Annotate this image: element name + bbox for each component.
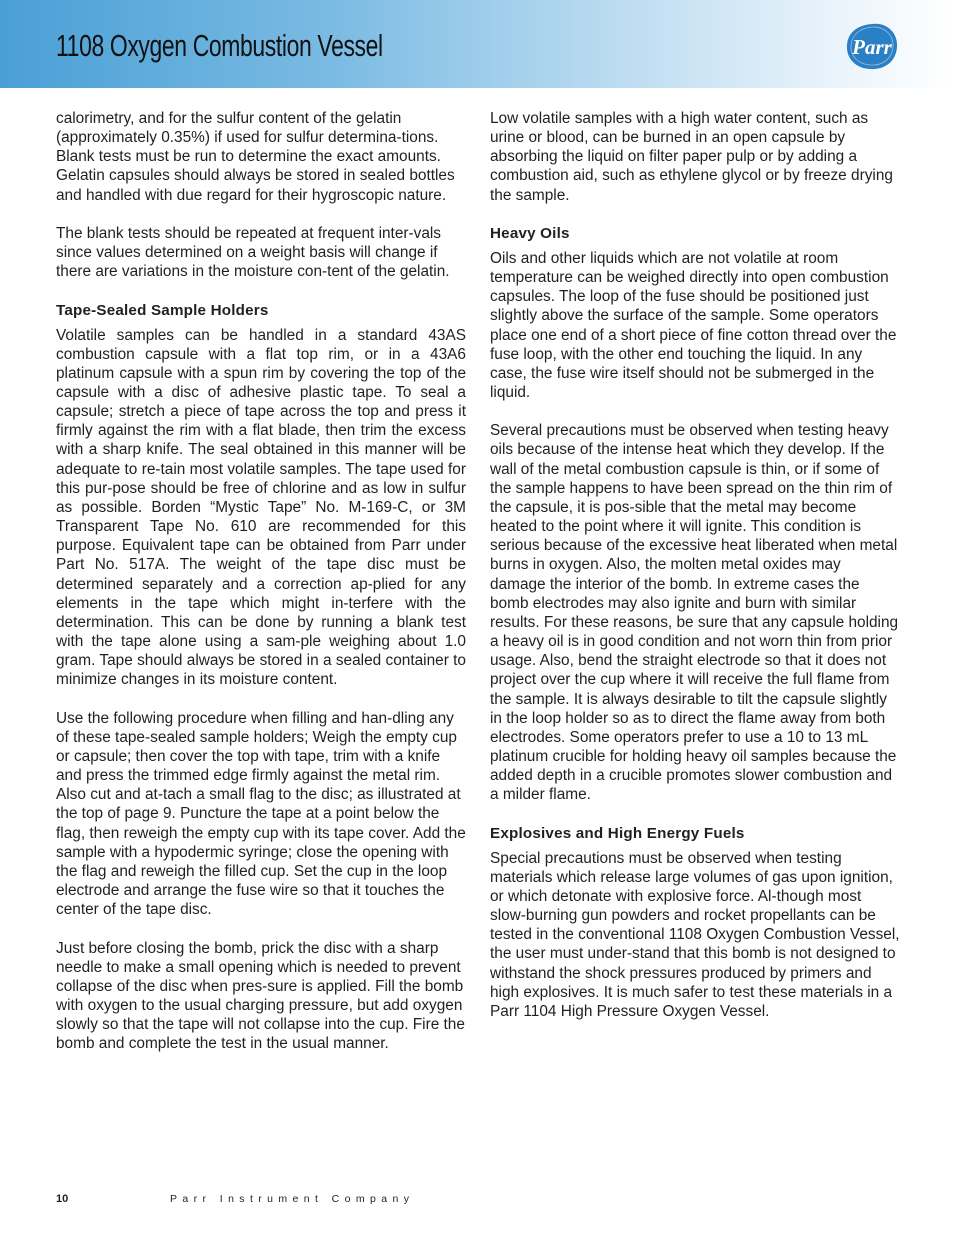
right-column — [490, 109, 900, 1021]
page-number: 10 — [56, 1193, 69, 1205]
paragraph: Just before closing the bomb, prick the disc with a sharp needle to make a small opening which is needed to prevent collapse of the disc when pres-sure is applied. Fill the bomb with oxygen to the usual charging pressure, but add oxygen slowly so that the tape will not collapse into the cup. Fire the bomb and complete the test in the usual manner. — [56, 939, 465, 1053]
paragraph: Special precautions must be observed when testing materials which release large volumes of gas upon ignition, or which detonate with explosive force. Al-though most slow-burning gun powders and rocket propellants can be tested in the conventional 1108 Oxygen Combustion Vessel, the user must under-stand that this bomb is not designed to withstand the shock pressures produced by primers and high explosives. It is much safer to test these materials in a Parr 1104 High Pressure Oxygen Vessel. — [490, 849, 900, 1020]
paragraph: Volatile samples can be handled in a standard 43AS combustion capsule with a flat top rim, or in a 43A6 platinum capsule with a spun rim by covering the top of the capsule with a disc of adhesive plastic tape. To seal a capsule; stretch a piece of tape across the top and press it firmly against the rim with a flat blade, then trim the excess with a sharp knife. The seal obtained in this manner will be adequate to re-tain most volatile samples. The tape used for this pur-pose should be free of chlorine and as low in sulfur as possible. Borden “Mystic Tape” No. M-169-C, or 3M Transparent Tape No. 610 are recommended for this purpose. Equivalent tape can be obtained from Parr under Part No. 517A. The weight of the tape disc must be determined separately and a correction ap-plied for any elements in the tape which might in-terfere with the determination. This can be done by running a blank test with the tape alone using a sam-ple weighing about 1.0 gram. Tape should always be stored in a sealed container to minimize changes in its moisture content. — [56, 326, 466, 689]
left-column — [56, 109, 466, 1053]
section-heading-explosives: Explosives and High Energy Fuels — [490, 824, 745, 842]
section-heading-tape-sealed: Tape-Sealed Sample Holders — [56, 301, 269, 319]
paragraph: Use the following procedure when filling and han-dling any of these tape-sealed sample holders; Weigh the empty cup or capsule; then cover the top with tape, trim with a knife and press the trimmed edge firmly against the metal rim. Also cut and at-tach a small flag to the disc; as illustrated at the top of page 9. Puncture the tape at a point below the flag, then reweigh the empty cup with its tape cover. Add the sample with a hypodermic syringe; close the opening with the flag and reweigh the filled cup. Set the cup in the loop electrode and arrange the fuse wire so that it touches the center of the tape disc. — [56, 709, 466, 919]
paragraph: The blank tests should be repeated at frequent inter-vals since values determined on a weight basis will change if there are variations in the moisture con-tent of the gelatin. — [56, 224, 450, 281]
paragraph: Oils and other liquids which are not volatile at room temperature can be weighed directly into open combustion capsules. The loop of the fuse should be positioned just slightly above the surface of the sample. Some operators place one end of a short piece of fine cotton thread over the fuse loop, with the other end touching the liquid. In any case, the fuse wire itself should not be submerged in the liquid. — [490, 249, 897, 402]
page-header — [0, 0, 954, 88]
footer-company: Parr Instrument Company — [170, 1193, 415, 1205]
paragraph: Low volatile samples with a high water content, such as urine or blood, can be burned in an open capsule by absorbing the liquid on filter paper pulp or by adding a combustion aid, such as ethylene glycol or by freeze drying the sample. — [490, 110, 893, 204]
page-title: 1108 Oxygen Combustion Vessel — [56, 28, 383, 63]
logo-text: Parr — [852, 35, 892, 59]
paragraph: Several precautions must be observed when testing heavy oils because of the intense heat which they develop. If the wall of the metal combustion capsule is thin, or if some of the sample happens to have been spread on the thin rim of the capsule, it is pos-sible that the metal may become heated to the point where it will ignite. This condition is serious because of the excessive heat liberated when metal burns in oxygen. Also, the molten metal oxides may damage the interior of the bomb. In extreme cases the bomb electrodes may also ignite and burn with similar results. For these reasons, be sure that any capsule holding a heavy oil is in good condition and not worn thin from prior usage. Also, bend the straight electrode so that it does not project over the cup where it will receive the full flame from the sample. It is always desirable to tilt the capsule slightly in the loop holder so as to direct the flame away from both electrodes. Some operators prefer to use a 10 to 13 mL platinum crucible for holding heavy oil samples because the added depth in a crucible promotes slower combustion and a milder flame. — [490, 422, 899, 804]
paragraph: calorimetry, and for the sulfur content of the gelatin (approximately 0.35%) if used for sulfur determina-tions. Blank tests must be run to determine the exact amounts. Gelatin capsules should always be stored in sealed bottles and handled with due regard for their hygroscopic nature. — [56, 110, 455, 204]
parr-logo — [844, 20, 900, 72]
section-heading-heavy-oils: Heavy Oils — [490, 224, 570, 242]
